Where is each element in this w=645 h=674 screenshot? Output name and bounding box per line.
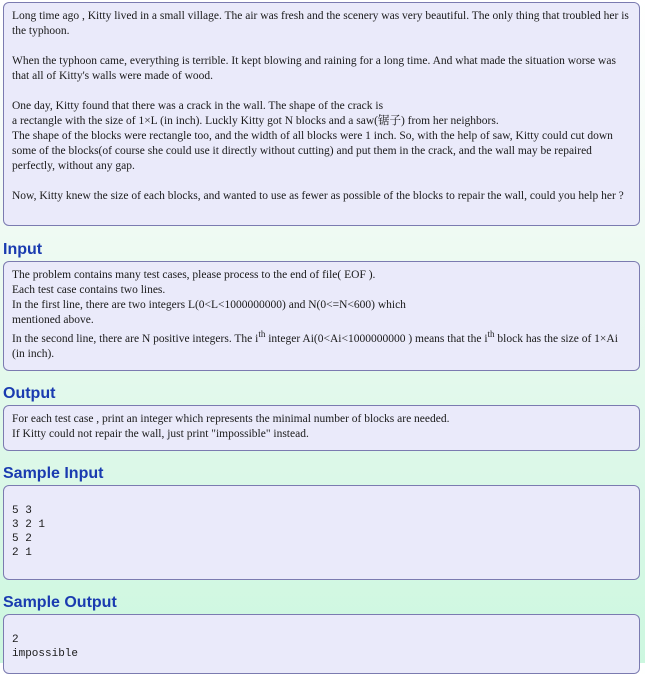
sample-input-heading: Sample Input (3, 465, 104, 482)
input-panel (3, 261, 640, 371)
output-line-1: For each test case , print an integer which represents the minimal number of blocks are needed. (12, 413, 450, 425)
input-line-5-part-b: integer Ai(0<Ai<1000000000 ) means that the i (265, 333, 488, 345)
input-line-5 (12, 329, 631, 362)
input-line-4: mentioned above. (12, 314, 94, 326)
description-paragraph-3-line-2: a rectangle with the size of 1×L (in inch). Luckly Kitty got N blocks and a saw(锯子) from her neighbors. (12, 115, 499, 127)
sample-input-text: 5 3 3 2 1 5 2 2 1 (12, 505, 46, 559)
sample-output-panel (3, 614, 640, 674)
input-line-5-part-a: In the second line, there are N positive integers. The i (12, 333, 259, 345)
superscript-th-1: th (258, 329, 266, 339)
input-heading: Input (3, 241, 43, 258)
output-panel (3, 405, 640, 451)
sample-output-text: 2 impossible (12, 634, 79, 660)
input-line-5-part-c: block has the size of 1×Ai (in inch). (12, 333, 618, 360)
description-paragraph-2: When the typhoon came, everything is terrible. It kept blowing and raining for a long time. And what made the situation worse was that all of Kitty's walls were made of wood. (12, 55, 616, 82)
superscript-th-2: th (487, 329, 495, 339)
description-paragraph-4: Now, Kitty knew the size of each blocks, and wanted to use as fewer as possible of the blocks to repair the wall, could you help her ? (12, 190, 624, 202)
output-line-2: If Kitty could not repair the wall, just print "impossible" instead. (12, 428, 309, 440)
sample-input-panel (3, 485, 640, 580)
input-line-2: Each test case contains two lines. (12, 284, 166, 296)
description-panel (3, 2, 640, 226)
input-line-3: In the first line, there are two integers L(0<L<1000000000) and N(0<=N<600) which (12, 299, 406, 311)
description-paragraph-1: Long time ago , Kitty lived in a small village. The air was fresh and the scenery was very beautiful. The only thing that troubled her is the typhoon. (12, 10, 629, 37)
description-paragraph-3-line-3: The shape of the blocks were rectangle too, and the width of all blocks were 1 inch. So, with the help of saw, Kitty could cut down some of the blocks(of course she could use it directly without cutting) and put them in the crack, and the wall may be repaired perfectly, without any gap. (12, 130, 613, 172)
output-heading: Output (3, 385, 56, 402)
sample-output-heading: Sample Output (3, 594, 117, 611)
description-paragraph-3-line-1: One day, Kitty found that there was a crack in the wall. The shape of the crack is (12, 100, 384, 112)
input-line-1: The problem contains many test cases, please process to the end of file( EOF ). (12, 269, 376, 281)
